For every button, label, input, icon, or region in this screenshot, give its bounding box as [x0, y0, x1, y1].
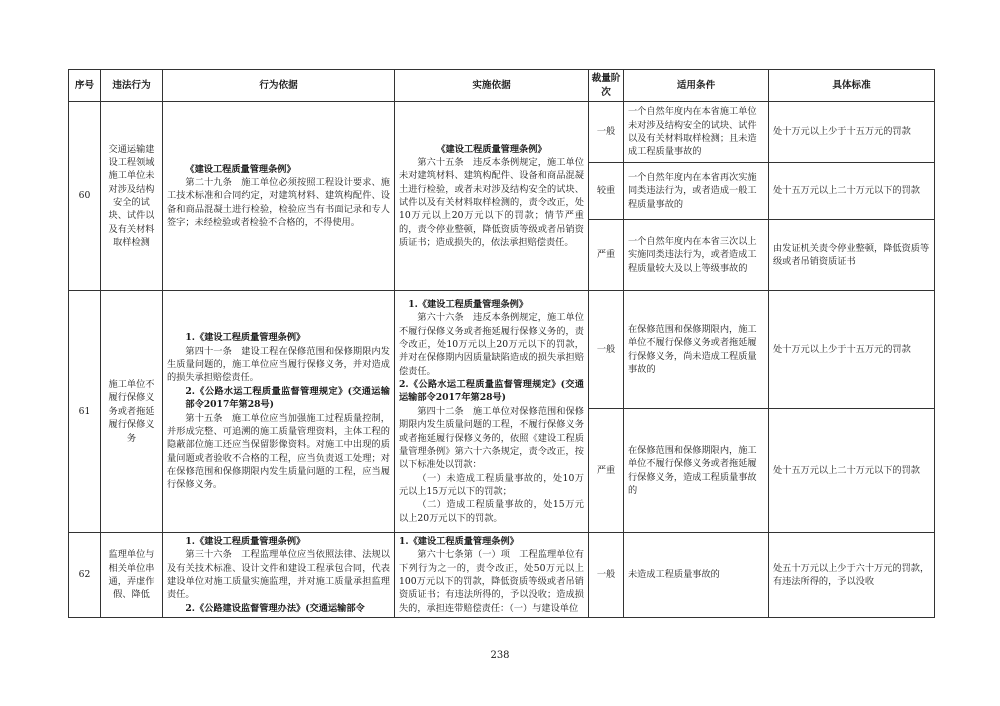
- header-condition: 适用条件: [624, 70, 769, 102]
- standard-cell: 处十万元以上少于十五万元的罚款: [769, 291, 935, 409]
- basis-title: 《建设工程质量管理条例》: [185, 163, 296, 175]
- standard-cell: 处五十万元以上少于六十万元的罚款，有违法所得的，予以没收: [769, 533, 935, 618]
- impl-text: 第六十五条 违反本条例规定，施工单位未对建筑材料、建筑构配件、设备和商品混凝土进行检验，或者未对涉及结构安全的试块、试件以及有关材料取样检测的，责令改正，处10万元以上20万元以下的罚款；情节严重的，责令停业整顿，降低资质等级或者吊销资质证书；造成损失的，依法承担赔偿责任。: [399, 156, 584, 249]
- level-cell: 一般: [589, 102, 624, 163]
- table-row: [69, 291, 935, 409]
- impl-title: 1.《建设工程质量管理条例》: [399, 536, 519, 547]
- row-violation: 交通运输建设工程领域施工单位未对涉及结构安全的试块、试件以及有关材料取样检测: [101, 102, 163, 291]
- header-implementation: 实施依据: [395, 70, 589, 102]
- basis-title: 1.《建设工程质量管理条例》: [185, 536, 306, 547]
- basis-title: 2.《公路水运工程质量监督管理规定》(交通运输部令2017年第28号): [185, 385, 390, 411]
- condition-cell: 一个自然年度内在本省三次以上实施同类违法行为，或者造成工程质量较大及以上等级事故的: [624, 220, 769, 291]
- impl-item: （二）造成工程质量事故的，处15万元以上20万元以下的罚款。: [399, 499, 584, 524]
- standard-cell: 处十万元以上少于十五万元的罚款: [769, 102, 935, 163]
- impl-title: 1.《建设工程质量管理条例》: [408, 299, 529, 311]
- row-basis: [163, 291, 395, 533]
- table-header-row: [69, 70, 935, 102]
- basis-title: 2.《公路建设监督管理办法》(交通运输部令: [185, 602, 365, 614]
- impl-title: 《建设工程质量管理条例》: [436, 143, 547, 155]
- table-row: [69, 533, 935, 618]
- condition-cell: 一个自然年度内在本省再次实施同类违法行为，或者造成一般工程质量事故的: [624, 163, 769, 220]
- row-implementation: [395, 102, 589, 291]
- basis-text: 第十五条 施工单位应当加强施工过程质量控制，并形成完整、可追溯的施工质量管理资料，主体工程的隐蔽部位施工还应当保留影像资料。对施工中出现的质量问题或者验收不合格的工程，应当负责返工处理；对在保修范围和保修期限内发生质量问题的工程，应当履行保修义务。: [167, 412, 390, 491]
- row-violation: 监理单位与相关单位串通，弄虚作假、降低: [101, 533, 163, 618]
- impl-item: （一）未造成工程质量事故的，处10万元以上15万元以下的罚款；: [399, 472, 584, 497]
- standard-cell: 处十五万元以上二十万元以下的罚款: [769, 163, 935, 220]
- header-violation: 违法行为: [101, 70, 163, 102]
- header-basis: 行为依据: [163, 70, 395, 102]
- header-seq: 序号: [69, 70, 101, 102]
- row-implementation: [395, 291, 589, 533]
- basis-text: 第三十六条 工程监理单位应当依照法律、法规以及有关技术标准、设计文件和建设工程承包合同，代表建设单位对施工质量实施监理，并对施工质量承担监理责任。: [167, 549, 390, 601]
- row-implementation: [395, 533, 589, 618]
- standard-cell: 由发证机关责令停业整顿，降低资质等级或者吊销资质证书: [769, 220, 935, 291]
- condition-cell: 未造成工程质量事故的: [624, 533, 769, 618]
- level-cell: 一般: [589, 533, 624, 618]
- level-cell: 严重: [589, 220, 624, 291]
- level-cell: 较重: [589, 163, 624, 220]
- impl-text: 第六十六条 违反本条例规定，施工单位不履行保修义务或者拖延履行保修义务的，责令改正，处10万元以上20万元以下的罚款，并对在保修期内因质量缺陷造成的损失承担赔偿责任。: [399, 312, 584, 377]
- row-seq: 61: [69, 291, 101, 533]
- impl-text: 第六十七条第（一）项 工程监理单位有下列行为之一的，责令改正，处50万元以上100万元以下的罚款，降低资质等级或者吊销资质证书；有违法所得的，予以没收；造成损失的，承担连带赔偿责任：（一）与建设单位: [399, 549, 584, 614]
- basis-title: 1.《建设工程质量管理条例》: [185, 332, 306, 344]
- header-level: 裁量阶次: [589, 70, 624, 102]
- level-cell: 一般: [589, 291, 624, 409]
- level-cell: 严重: [589, 409, 624, 533]
- basis-text: 第二十九条 施工单位必须按照工程设计要求、施工技术标准和合同约定，对建筑材料、建筑构配件、设备和商品混凝土进行检验，检验应当有书面记录和专人签字；未经检验或者检验不合格的，不得使用。: [167, 176, 390, 229]
- table-row: [69, 102, 935, 163]
- row-seq: 62: [69, 533, 101, 618]
- header-standard: 具体标准: [769, 70, 935, 102]
- row-seq: 60: [69, 102, 101, 291]
- condition-cell: 在保修范围和保修期限内，施工单位不履行保修义务或者拖延履行保修义务，造成工程质量事故的: [624, 409, 769, 533]
- impl-title: 2.《公路水运工程质量监督管理规定》(交通运输部令2017年第28号): [399, 379, 584, 404]
- penalty-discretion-table: [68, 69, 935, 618]
- page-number: 238: [490, 650, 510, 661]
- row-basis: [163, 533, 395, 618]
- row-violation: 施工单位不履行保修义务或者拖延履行保修义务: [101, 291, 163, 533]
- standard-cell: 处十五万元以上二十万元以下的罚款: [769, 409, 935, 533]
- condition-cell: 一个自然年度内在本省施工单位未对涉及结构安全的试块、试件以及有关材料取样检测；且未造成工程质量事故的: [624, 102, 769, 163]
- impl-text: 第四十二条 施工单位对保修范围和保修期限内发生质量问题的工程，不履行保修义务或者拖延履行保修义务的，依照《建设工程质量管理条例》第六十六条规定，责令改正，按以下标准处以罚款：: [399, 405, 584, 471]
- condition-cell: 在保修范围和保修期限内，施工单位不履行保修义务或者拖延履行保修义务，尚未造成工程质量事故的: [624, 291, 769, 409]
- basis-text: 第四十一条 建设工程在保修范围和保修期限内发生质量问题的，施工单位应当履行保修义务，并对造成的损失承担赔偿责任。: [167, 345, 390, 384]
- row-basis: [163, 102, 395, 291]
